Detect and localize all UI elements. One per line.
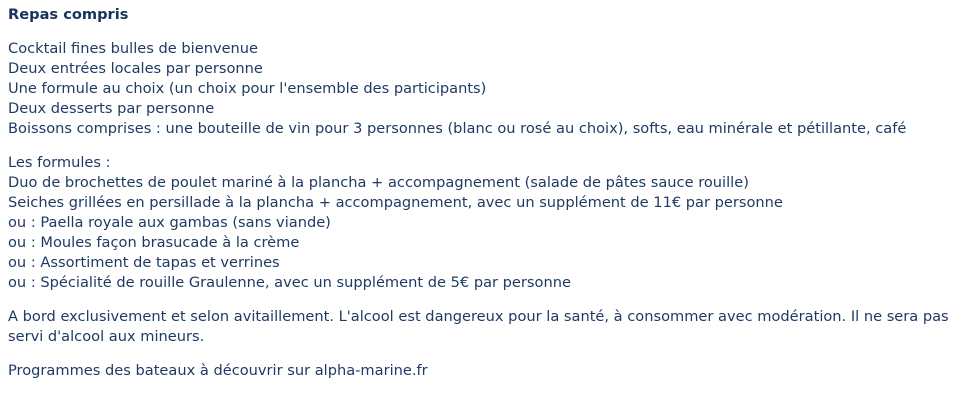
included-item: Deux desserts par personne: [8, 100, 215, 117]
alcohol-notice: [8, 307, 970, 347]
included-item: Une formule au choix (un choix pour l'ensemble des participants): [8, 80, 487, 97]
included-item: Boissons comprises : une bouteille de vin pour 3 personnes (blanc ou rosé au choix), softs, eau minérale et pétillante, café: [8, 120, 907, 137]
formula-item: ou : Assortiment de tapas et verrines: [8, 254, 280, 271]
meal-description: [8, 5, 970, 395]
included-list: [8, 39, 970, 139]
formulas-list: [8, 153, 970, 293]
formulas-heading: Les formules :: [8, 154, 111, 171]
included-item: Cocktail fines bulles de bienvenue: [8, 40, 259, 57]
included-item: Deux entrées locales par personne: [8, 60, 263, 77]
formula-item: Duo de brochettes de poulet mariné à la plancha + accompagnement (salade de pâtes sauce rouille): [8, 174, 749, 191]
formula-item: ou : Moules façon brasucade à la crème: [8, 234, 300, 251]
formula-item: ou : Spécialité de rouille Graulenne, avec un supplément de 5€ par personne: [8, 274, 571, 291]
footer-text: Programmes des bateaux à découvrir sur alpha-marine.fr: [8, 362, 428, 379]
formula-item: ou : Paella royale aux gambas (sans viande): [8, 214, 331, 231]
footer-note: [8, 361, 970, 381]
section-title: Repas compris: [8, 6, 129, 23]
formula-item: Seiches grillées en persillade à la plancha + accompagnement, avec un supplément de 11€ par personne: [8, 194, 783, 211]
notice-text: A bord exclusivement et selon avitaillement. L'alcool est dangereux pour la santé, à consommer avec modération. Il ne sera pas servi d'alcool aux mineurs.: [8, 308, 949, 345]
